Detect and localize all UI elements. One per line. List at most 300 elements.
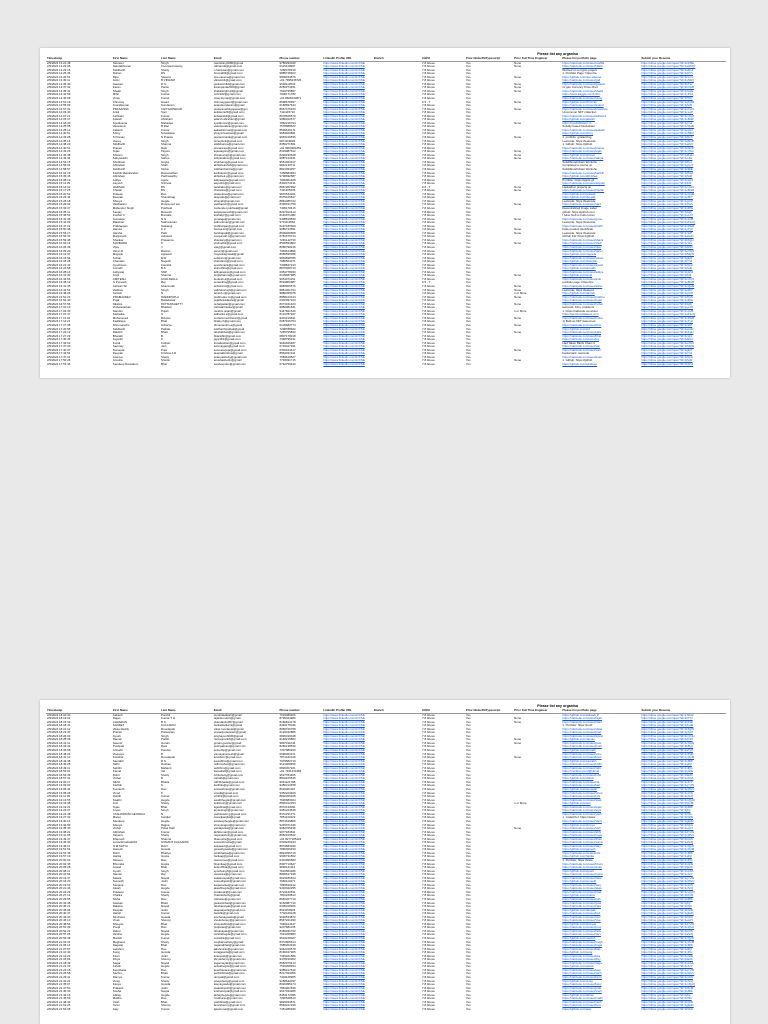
table-cell-link[interactable]: https://drive.google.com/open?id=1hRtE [641, 167, 693, 171]
table-cell-link[interactable]: https://drive.google.com/open?id=1yOnM [641, 848, 695, 852]
table-cell-link[interactable]: https://drive.google.com/open?id=1nBnM [641, 189, 694, 193]
table-cell-link[interactable]: https://www.linkedin.com/in/CSE [323, 313, 365, 317]
table-cell-link[interactable]: https://naticode.com/user/keer [562, 968, 602, 972]
table-cell-link[interactable]: https://drive.google.com/open?id=1iIhG [641, 812, 692, 816]
table-cell-link[interactable]: https://drive.google.com/open?id=1yOnM [641, 756, 695, 760]
table-cell-link[interactable]: https://naticode.com/user/sabya [562, 157, 604, 161]
table-cell-link[interactable]: https://naticode.com/user/saty [562, 844, 601, 848]
table-cell-link[interactable]: https://drive.google.com/open?id=1qKdM [641, 100, 694, 104]
table-cell-link[interactable]: https://drive.google.com/open?id=1eJkL [641, 157, 693, 161]
table-cell-link[interactable]: https://www.linkedin.com/in/CSE [323, 766, 365, 770]
table-cell-link[interactable]: https://www.linkedin.com/in/CSE [323, 199, 365, 203]
table-cell-link[interactable]: https://drive.google.com/open?id=1dX7v [641, 72, 694, 76]
table-cell-link[interactable]: https://www.linkedin.com/in/CSE [323, 167, 365, 171]
table-cell-link[interactable]: https://www.linkedin.com/in/CSE [323, 114, 365, 118]
table-cell-link[interactable]: https://www.linkedin.com/in/CSE [323, 125, 365, 129]
table-cell-link[interactable]: https://naticode.com/user/swat [562, 798, 602, 802]
table-cell-link[interactable]: https://drive.google.com/open?id=1bFgH [641, 238, 694, 242]
table-cell-link[interactable]: https://www.linkedin.com/in/CSE [323, 848, 365, 852]
table-cell-link[interactable]: https://www.linkedin.com/in/CSE [323, 306, 365, 310]
table-cell-link[interactable]: https://www.linkedin.com/in/CSE [323, 823, 365, 827]
table-cell-link[interactable]: https://www.linkedin.com/in/CSE [323, 915, 365, 919]
table-cell-link[interactable]: https://drive.google.com/open?id=1zQwE [641, 125, 695, 129]
table-cell-link[interactable]: https://www.linkedin.com/in/CSE [323, 986, 365, 990]
table-cell-link[interactable]: https://github.com/chaitra [562, 894, 595, 898]
table-cell-link[interactable]: https://drive.google.com/open?id=1d7Rf [641, 738, 693, 742]
table-cell-link[interactable]: https://naticode.com/user/saga [562, 961, 602, 965]
table-cell-link[interactable]: https://www.linkedin.com/in/CSE [323, 788, 365, 792]
table-cell-link[interactable]: https://www.linkedin.com/in/CSE [323, 277, 365, 281]
table-cell-link[interactable]: https://www.linkedin.com/in/CSE [323, 773, 365, 777]
table-cell-link[interactable]: https://drive.google.com/open?id=1rAzY [641, 965, 693, 969]
table-cell-link[interactable]: https://drive.google.com/open?id=1nSrQ [641, 795, 694, 799]
table-cell-link[interactable]: https://www.linkedin.com/in/CSE [323, 851, 365, 855]
table-cell-link[interactable]: https://drive.google.com/open?id=1pWvU [641, 788, 695, 792]
table-cell-link[interactable]: https://www.linkedin.com/in/CSE [323, 217, 365, 221]
table-cell-link[interactable]: https://naticode.com/user/rahu [562, 929, 602, 933]
table-cell-link[interactable]: https://naticode.com/user/shakti [562, 89, 604, 93]
table-cell-link[interactable]: https://naticode.com/user/chetan [562, 189, 605, 193]
table-cell-link[interactable]: https://drive.google.com/open?id=1wNmQ [641, 313, 696, 317]
table-cell-link[interactable]: https://www.linkedin.com/in/CSE [323, 89, 365, 93]
table-cell-link[interactable]: https://github.com/anirudh [562, 749, 596, 753]
table-cell-link[interactable]: https://www.linkedin.com/in/CSE [323, 741, 365, 745]
table-cell-link[interactable]: https://drive.google.com/open?id=1uLzX [641, 214, 694, 218]
table-cell-link[interactable]: https://naticode.com/user/vish [562, 827, 601, 831]
table-cell-link[interactable]: https://drive.google.com/open?id=1kGhJ [641, 270, 694, 274]
table-cell-link[interactable]: https://www.kaggle.com/mihir [562, 93, 600, 97]
table-cell-link[interactable]: https://github.com/ajay [562, 1007, 592, 1011]
table-cell-link[interactable]: https://naticode.com/user/kart [562, 784, 601, 788]
table-cell-link[interactable]: https://www.linkedin.com/in/CSE [323, 196, 365, 200]
table-cell-link[interactable]: https://www.linkedin.com/in/CSE [323, 238, 365, 242]
table-cell-link[interactable]: https://drive.google.com/open?id=1wNmQ [641, 221, 696, 225]
table-cell-link[interactable]: https://drive.google.com/open?id=1cWvU [641, 926, 695, 930]
table-cell-link[interactable]: https://www.linkedin.com/in/CSE [323, 118, 365, 122]
table-cell-link[interactable]: https://www.linkedin.com/in/CSE [323, 897, 365, 901]
table-cell-link[interactable]: https://naticode.com/user/vaid [562, 203, 601, 207]
table-cell-link[interactable]: https://www.linkedin.com/in/CSE [323, 348, 365, 352]
table-cell-link[interactable]: https://drive.google.com/open?id=1kGhJ [641, 363, 694, 367]
table-cell-link[interactable]: https://drive.google.com/open?id=1zIoP [641, 324, 693, 328]
table-cell-link[interactable]: https://drive.google.com/open?id=1jSdF [641, 175, 693, 179]
table-cell-link[interactable]: https://www.linkedin.com/in/CSE [323, 887, 365, 891]
table-cell-link[interactable]: https://naticode.com/user/dhru [562, 324, 602, 328]
table-cell-link[interactable]: https://drive.google.com/open?id=1sCbA [641, 961, 694, 965]
table-cell-link[interactable]: https://www.linkedin.com/in/CSE [323, 954, 365, 958]
table-cell-link[interactable]: https://www.linkedin.com/in/CSE [323, 720, 365, 724]
table-cell-link[interactable]: https://drive.google.com/open?id=1qYxW [641, 968, 695, 972]
table-cell-link[interactable]: https://drive.google.com/open?id=1fCbA [641, 1007, 693, 1011]
table-cell-link[interactable]: https://drive.google.com/open?id=1oQwE [641, 285, 695, 288]
table-cell-link[interactable]: https://naticode.com/user/rohit [562, 773, 602, 777]
table-cell-link[interactable]: https://www.linkedin.com/in/CSE [323, 260, 365, 264]
table-cell-link[interactable]: https://naticode.com/user/varun [562, 249, 603, 253]
table-cell-link[interactable]: https://www.linkedin.com/in/CSE [323, 837, 365, 841]
table-cell-link[interactable]: https://drive.google.com/open?id=1vCvB [641, 309, 694, 313]
table-cell-link[interactable]: https://www.linkedin.com/in/CSE [323, 263, 365, 267]
table-cell-link[interactable]: https://drive.google.com/open?id=1oQwE [641, 192, 695, 196]
table-cell-link[interactable]: https://github.com/amjit [562, 274, 593, 278]
table-cell-link[interactable]: https://naticode.com/user/gautam [562, 82, 606, 86]
table-cell-link[interactable]: https://drive.google.com/open?id=1uXeN [641, 107, 694, 111]
table-cell-link[interactable]: https://drive.google.com/open?id=1bNmK [641, 146, 695, 150]
table-cell-link[interactable]: https://drive.google.com/open?id=1dFgH [641, 153, 694, 157]
table-cell-link[interactable]: https://naticode.com/user/ashw [562, 285, 603, 288]
table-cell-link[interactable]: https://naticode.com/user/anan [562, 355, 602, 359]
table-cell-link[interactable]: https://www.linkedin.com/in/CSE [323, 182, 365, 186]
table-cell-link[interactable]: https://naticode.com/user/kous [562, 756, 602, 760]
table-cell-link[interactable]: https://www.linkedin.com/in/CSE [323, 791, 365, 795]
table-cell-link[interactable]: https://drive.google.com/open?id=1qYxW [641, 784, 695, 788]
table-cell-link[interactable]: https://drive.google.com/open?id=1aSrQ [641, 933, 694, 937]
table-cell-link[interactable]: https://naticode.com/user/nik [562, 780, 600, 784]
table-cell-link[interactable]: https://naticode.com/user/Nikhil [562, 65, 603, 69]
table-cell-link[interactable]: https://naticode.com/user/prak [562, 986, 602, 990]
table-cell-link[interactable]: https://www.linkedin.com/in/CSE [323, 331, 365, 335]
table-cell-link[interactable]: https://www.linkedin.com/in/CSE [323, 61, 365, 65]
table-cell-link[interactable]: https://drive.google.com/open?id=1fCbA [641, 823, 693, 827]
table-cell-link[interactable]: https://syedabhasen.in [562, 121, 592, 125]
table-cell-link[interactable]: https://drive.google.com/open?id=1XsHk [641, 724, 694, 728]
table-cell-link[interactable]: https://www.linkedin.com/in/CSE [323, 157, 365, 161]
table-cell-link[interactable]: https://www.linkedin.com/in/CSE [323, 256, 365, 260]
table-cell-link[interactable]: https://www.linkedin.com/in/CSE [323, 972, 365, 976]
table-cell-link[interactable]: https://www.linkedin.com/in/CSE [323, 717, 365, 721]
table-cell-link[interactable]: https://drive.google.com/open?id=1kMlK [641, 805, 693, 809]
table-cell-link[interactable]: https://drive.google.com/open?id=1nMbV [641, 132, 694, 136]
table-cell-link[interactable]: https://github.com/suraj [562, 951, 593, 955]
table-cell-link[interactable]: https://naticode.com/user/vinay [562, 97, 603, 101]
table-cell-link[interactable]: https://drive.google.com/open?id=1dZxC [641, 245, 694, 249]
table-cell-link[interactable]: https://drive.google.com/open?id=1vCvB [641, 217, 694, 221]
table-cell-link[interactable]: https://www.linkedin.com/in/CSE [323, 295, 365, 299]
table-cell-link[interactable]: https://naticode.com/user/anand [562, 104, 604, 108]
table-cell-link[interactable]: https://drive.google.com/open?id=1sDfG [641, 206, 694, 210]
table-cell-link[interactable]: https://www.linkedin.com/in/CSE [323, 249, 365, 253]
table-cell-link[interactable]: https://naticode.com/user/ashwani [562, 114, 607, 118]
table-cell-link[interactable]: https://drive.google.com/open?id=1TD02 [641, 713, 694, 717]
table-cell-link[interactable]: https://www.linkedin.com/in/CSE [323, 951, 365, 955]
table-cell-link[interactable]: https://drive.google.com/open?id=1zQpO [641, 937, 694, 940]
table-cell-link[interactable]: https://www.linkedin.com/in/CSE [323, 901, 365, 905]
table-cell-link[interactable]: https://drive.google.com/open?id=1cWvU [641, 834, 695, 838]
table-cell-link[interactable]: https://www.linkedin.com/in/CSE [323, 961, 365, 965]
table-cell-link[interactable]: https://www.linkedin.com/in/CSE [323, 731, 365, 735]
table-cell-link[interactable]: https://github.com/naman [562, 738, 595, 742]
table-cell-link[interactable]: https://www.linkedin.com/in/CSE [323, 203, 365, 207]
table-cell-link[interactable]: https://www.linkedin.com/in/CSE [323, 206, 365, 210]
table-cell-link[interactable]: https://naticode.com/user/yash [562, 812, 602, 816]
table-cell-link[interactable]: https://drive.google.com/open?id=1vIhG [641, 951, 693, 955]
table-cell-link[interactable]: https://www.linkedin.com/in/CSE [323, 334, 365, 338]
table-cell-link[interactable]: https://naticode.com/user/sinc [562, 915, 601, 919]
table-cell-link[interactable]: https://naticode.com/user/nish [562, 897, 601, 901]
table-cell-link[interactable]: https://www.linkedin.com/in/CSE [323, 869, 365, 873]
table-cell-link[interactable]: https://www.linkedin.com/in/CSE [323, 86, 365, 90]
table-cell-link[interactable]: https://drive.google.com/open?id=1gErT [641, 256, 693, 260]
table-cell-link[interactable]: https://www.linkedin.com/in/CSE [323, 983, 365, 987]
table-cell-link[interactable]: https://www.linkedin.com/in/CSE [323, 221, 365, 225]
table-cell-link[interactable]: https://drive.google.com/open?id=1yTyU [641, 228, 694, 232]
table-cell-link[interactable]: https://www.linkedin.com/in/CSE [323, 274, 365, 278]
table-cell-link[interactable]: https://www.linkedin.com/in/CSE [323, 192, 365, 196]
table-cell-link[interactable]: https://www.linkedin.com/in/CSE [323, 352, 365, 356]
table-cell-link[interactable]: https://drive.google.com/open?id=1dYxW [641, 830, 695, 834]
table-cell-link[interactable]: https://drive.google.com/open?id=1aAsD [641, 327, 694, 331]
table-cell-link[interactable]: https://www.linkedin.com/in/CSE [323, 228, 365, 232]
table-cell-link[interactable]: https://naticode.com/user/suma [562, 841, 603, 845]
table-cell-link[interactable]: https://drive.google.com/open?id=1aTyP [641, 749, 694, 753]
table-cell-link[interactable]: https://www.linkedin.com/in/CSE [323, 819, 365, 823]
table-cell-link[interactable]: https://naticode.com/user/vive [562, 919, 601, 923]
table-cell-link[interactable]: https://www.linkedin.com/in/CSE [323, 827, 365, 831]
table-cell-link[interactable]: https://drive.google.com/open?id=1mQpO [641, 890, 695, 894]
table-cell-link[interactable]: https://www.linkedin.com/in/CSE [323, 926, 365, 930]
table-cell-link[interactable]: https://www.linkedin.com/in/CSE [323, 894, 365, 898]
table-cell-link[interactable]: https://drive.google.com/open?id=1CDBe [641, 61, 695, 65]
table-cell-link[interactable]: https://www.linkedin.com/in/CSE [323, 805, 365, 809]
table-cell-link[interactable]: https://www.linkedin.com/in/CSE [323, 933, 365, 937]
table-cell-link[interactable]: https://www.linkedin.com/in/CSE [323, 858, 365, 862]
table-cell-link[interactable]: https://drive.google.com/open?id=1hYuI [641, 260, 693, 264]
table-cell-link[interactable]: https://github.com/abhishek [562, 175, 598, 179]
table-cell-link[interactable]: https://drive.google.com/open?id=1oUtS [641, 883, 693, 887]
table-cell-link[interactable]: https://drive.google.com/open?id=1mXcV [641, 277, 695, 281]
table-cell-link[interactable]: https://drive.google.com/open?id=1sCbA [641, 869, 694, 873]
table-cell-link[interactable]: https://naticode.com/user/raks [562, 331, 601, 335]
table-cell-link[interactable]: https://drive.google.com/open?id=1sDfG [641, 299, 694, 303]
table-cell-link[interactable]: https://naticode.com/user/naga [562, 944, 602, 948]
table-cell-link[interactable]: https://www.linkedin.com/in/CSE [323, 713, 365, 717]
table-cell-link[interactable]: https://drive.google.com/open?id=1fWtY [641, 97, 693, 101]
table-cell-link[interactable]: https://naticode.com/user/bhum [562, 862, 603, 866]
table-cell-link[interactable]: https://drive.google.com/open?id=1qYxW [641, 876, 695, 880]
table-cell-link[interactable]: https://drive.google.com/open?id=1mQpO [641, 983, 695, 987]
table-cell-link[interactable]: https://drive.google.com/open?id=1hTzz [641, 717, 693, 721]
table-cell-link[interactable]: https://www.linkedin.com/in/CSE [323, 82, 365, 86]
table-cell-link[interactable]: https://www.linkedin.com/in/CSE [323, 245, 365, 249]
table-cell-link[interactable]: https://drive.google.com/open?id=1cVbG [641, 150, 694, 154]
table-cell-link[interactable]: https://drive.google.com/open?id=1bBgL [641, 745, 694, 749]
table-cell-link[interactable]: https://naticode.com/user/abhi [562, 830, 601, 834]
table-cell-link[interactable]: https://www.linkedin.com/in/CSE [323, 97, 365, 101]
table-cell-link[interactable]: https://www.linkedin.com/in/CSE [323, 72, 365, 76]
table-cell-link[interactable]: https://drive.google.com/open?id=1eAzY [641, 919, 694, 923]
table-cell-link[interactable]: https://naticode.com/user/chan [562, 720, 602, 724]
table-cell-link[interactable]: https://www.linkedin.com/in/CSE [323, 104, 365, 108]
table-cell-link[interactable]: https://drive.google.com/open?id=1hGfE [641, 1000, 694, 1004]
table-cell-link[interactable]: https://github.com/deepak [562, 196, 596, 200]
table-cell-link[interactable]: https://drive.google.com/open?id=1aSrQ [641, 841, 694, 845]
table-cell-link[interactable]: https://www.linkedin.com/in/CSE [323, 947, 365, 951]
table-cell-link[interactable]: https://drive.google.com/open?id=1rPaS [641, 203, 693, 207]
table-cell-link[interactable]: https://drive.google.com/open?id=1nSrQ [641, 887, 694, 891]
table-cell-link[interactable]: https://www.linkedin.com/in/CSE [323, 940, 365, 944]
table-cell-link[interactable]: https://naticode.com/user/prasanna [562, 107, 608, 111]
table-cell-link[interactable]: https://www.linkedin.com/in/CSE [323, 1000, 365, 1004]
table-cell-link[interactable]: https://drive.google.com/open?id=1gEdC [641, 1004, 694, 1008]
table-cell-link[interactable]: https://github.com/ripe.saxena [562, 75, 601, 79]
table-cell-link[interactable]: https://naticode.com/user/raks [562, 905, 601, 909]
table-cell-link[interactable]: https://github.com/deepak [562, 908, 596, 912]
table-cell-link[interactable]: https://www.linkedin.com/in/CSE [323, 734, 365, 738]
table-cell-link[interactable]: https://drive.google.com/open?id=1wKjI [641, 947, 692, 951]
table-cell-link[interactable]: https://drive.google.com/open?id=1jSdF [641, 359, 693, 363]
table-cell-link[interactable]: https://drive.google.com/open?id=1vIhG [641, 858, 693, 862]
table-cell-link[interactable]: https://drive.google.com/open?id=1aZxC [641, 143, 694, 147]
table-cell-link[interactable]: https://naticode.com/user/aayush [562, 182, 605, 186]
table-cell-link[interactable]: https://drive.google.com/open?id=1mVnH [641, 734, 695, 738]
table-cell-link[interactable]: https://drive.google.com/open?id=1jKjI [641, 993, 691, 997]
table-cell-link[interactable]: https://drive.google.com/open?id=1bUtS [641, 929, 693, 933]
table-cell-link[interactable]: https://drive.google.com/open?id=1iOpA [641, 263, 693, 267]
table-cell-link[interactable]: https://www.linkedin.com/in/CSE [323, 727, 365, 731]
table-cell-link[interactable]: https://www.linkedin.com/in/CSE [323, 770, 365, 774]
table-cell-link[interactable]: https://drive.google.com/open?id=1jSrB [641, 104, 692, 108]
table-cell-link[interactable]: https://drive.google.com/open?id=1qUiO [641, 292, 694, 296]
table-cell-link[interactable]: https://www.linkedin.com/in/CSE [323, 338, 365, 342]
table-cell-link[interactable]: https://drive.google.com/open?id=1tRcX [641, 136, 693, 140]
table-cell-link[interactable]: https://github.com/anil [562, 802, 591, 806]
table-cell-link[interactable]: https://naticode.com/user/moha [562, 316, 603, 320]
table-cell-link[interactable]: https://naticode.com/user/vijay [562, 245, 602, 249]
table-cell-link[interactable]: https://github.com/ashok [562, 965, 594, 969]
table-cell-link[interactable]: https://www.linkedin.com/in/CSE [323, 355, 365, 359]
table-cell-link[interactable]: https://www.linkedin.com/in/CSE [323, 1004, 365, 1008]
table-cell-link[interactable]: https://naticode.com/user/push [562, 745, 602, 749]
table-cell-link[interactable]: https://github.com/ganesh [562, 848, 596, 852]
table-cell-link[interactable]: https://github.com/chandan [562, 260, 598, 264]
table-cell-link[interactable]: https://drive.google.com/open?id=1hGfE [641, 908, 694, 912]
table-cell-link[interactable]: https://naticode.com/user/anan [562, 866, 602, 870]
table-cell-link[interactable]: https://www.linkedin.com/in/CSE [323, 65, 365, 69]
table-cell-link[interactable]: https://www.linkedin.com/in/CSE [323, 79, 365, 83]
table-cell-link[interactable]: https://drive.google.com/open?id=1lOnM [641, 802, 694, 806]
table-cell-link[interactable]: https://github.com/mayank [562, 253, 597, 257]
table-cell-link[interactable]: https://www.linkedin.com/in/CSE [323, 285, 365, 288]
table-cell-link[interactable]: https://drive.google.com/open?id=1lOnM [641, 986, 694, 990]
table-cell-link[interactable]: https://drive.google.com/open?id=1yTyU [641, 320, 694, 324]
table-cell-link[interactable]: https://github.com/adarsh [562, 118, 595, 122]
table-cell-link[interactable]: https://naticode.com/user/pujal [562, 299, 602, 303]
table-cell-link[interactable]: https://drive.google.com/open?id=1iIhG [641, 905, 692, 909]
table-cell-link[interactable]: https://www.linkedin.com/in/CSE [323, 160, 365, 164]
table-cell-link[interactable]: https://drive.google.com/open?id=1tEdC [641, 866, 693, 870]
table-cell-link[interactable]: https://www.linkedin.com/in/CSE [323, 798, 365, 802]
table-cell-link[interactable]: https://naticode.com/user/dhan [562, 837, 602, 841]
table-cell-link[interactable]: https://naticode.com/user/shank [562, 238, 604, 242]
table-cell-link[interactable]: https://www.linkedin.com/in/CSE [323, 958, 365, 962]
table-cell-link[interactable]: https://naticode.com/user/vikas [562, 727, 603, 731]
table-cell-link[interactable]: https://drive.google.com/open?id=1lOnM [641, 894, 694, 898]
table-cell-link[interactable]: https://github.com/sid [562, 327, 590, 331]
table-cell-link[interactable]: https://www.linkedin.com/in/CSE [323, 302, 365, 306]
table-cell-link[interactable]: https://naticode.com/user/sanj [562, 883, 601, 887]
table-cell-link[interactable]: https://www.linkedin.com/in/CSE [323, 883, 365, 887]
table-cell-link[interactable]: https://drive.google.com/open?id=1h5gW [641, 727, 694, 731]
table-cell-link[interactable]: https://www.linkedin.com/in/CSE [323, 979, 365, 983]
table-cell-link[interactable]: https://www.linkedin.com/in/CSE [323, 363, 365, 367]
table-cell-link[interactable]: https://www.linkedin.com/in/CSE [323, 185, 365, 189]
table-cell-link[interactable]: https://www.linkedin.com/in/CSE [323, 830, 365, 834]
table-cell-link[interactable]: https://www.linkedin.com/in/CSE [323, 745, 365, 749]
table-cell-link[interactable]: https://drive.google.com/open?id=1eVbN [641, 341, 694, 345]
table-cell-link[interactable]: https://naticode.com/user/hari [562, 912, 601, 916]
table-cell-link[interactable]: https://www.linkedin.com/in/CSE [323, 214, 365, 218]
table-cell-link[interactable]: https://www.linkedin.com/in/CSE [323, 990, 365, 994]
table-cell-link[interactable]: https://drive.google.com/open?id=1yOnM [641, 940, 695, 944]
table-cell-link[interactable]: https://drive.google.com/open?id=1fMqW [641, 345, 694, 349]
table-cell-link[interactable]: https://drive.google.com/open?id=1aH5Qz [641, 65, 696, 69]
table-cell-link[interactable]: https://drive.google.com/open?id=1gUyT [641, 164, 694, 168]
table-cell-link[interactable]: https://drive.google.com/open?id=1uGfE [641, 862, 694, 866]
table-cell-link[interactable]: https://drive.google.com/open?id=1kGhJ [641, 178, 694, 182]
table-cell-link[interactable]: https://drive.google.com/open?id=1jKjI [641, 809, 691, 813]
table-cell-link[interactable]: https://www.linkedin.com/in/CSE [323, 968, 365, 972]
table-cell-link[interactable]: https://www.linkedin.com/in/CSE [323, 107, 365, 111]
table-cell-link[interactable]: https://www.linkedin.com/in/CSE [323, 327, 365, 331]
table-cell-link[interactable]: https://naticode.com/user/sohan [562, 256, 604, 260]
table-cell-link[interactable]: https://www.linkedin.com/in/CSE [323, 231, 365, 235]
table-cell-link[interactable]: https://naticode.com/user/vism [562, 752, 602, 756]
table-cell-link[interactable]: https://drive.google.com/open?id=1gEdC [641, 819, 694, 823]
table-cell-link[interactable]: https://naticode.com/user/nehal [562, 302, 603, 306]
table-cell-link[interactable]: https://www.linkedin.com/in/CSE [323, 944, 365, 948]
table-cell-link[interactable]: https://www.linkedin.com/in/CSE [323, 143, 365, 147]
table-cell-link[interactable]: https://naticode.com/user/sneh [562, 990, 602, 994]
table-cell-link[interactable]: https://naticode.com/user/vinod [562, 791, 603, 795]
table-cell-link[interactable]: https://drive.google.com/open?id=1hYuI [641, 352, 693, 356]
table-cell-link[interactable]: https://drive.google.com/open?id=1tHjK [641, 302, 692, 306]
table-cell-link[interactable]: https://drive.google.com/open?id=1aAsD [641, 235, 694, 239]
table-cell-link[interactable]: https://github.com/vinay [562, 979, 593, 983]
table-cell-link[interactable]: https://www.linkedin.com/in/CSE [323, 242, 365, 246]
table-cell-link[interactable]: https://drive.google.com/open?id=1xWeR [641, 224, 695, 228]
table-cell-link[interactable]: https://www.linkedin.com/in/CSE [323, 341, 365, 345]
table-cell-link[interactable]: https://www.linkedin.com/in/CSE [323, 320, 365, 324]
table-cell-link[interactable]: https://drive.google.com/open?id=1tEdC [641, 958, 693, 962]
table-cell-link[interactable]: https://drive.google.com/open?id=1dYxW [641, 922, 695, 926]
table-cell-link[interactable]: https://www.linkedin.com/in/CSE [323, 749, 365, 753]
table-cell-link[interactable]: https://www.linkedin.com/in/CSE [323, 812, 365, 816]
table-cell-link[interactable]: https://www.linkedin.com/in/CSE [323, 288, 365, 292]
table-cell-link[interactable]: https://naticode.com/user/san [562, 345, 601, 349]
table-cell-link[interactable]: https://naticode.com/user/ramy [562, 976, 602, 980]
table-cell-link[interactable]: https://www.linkedin.com/in/CSE [323, 919, 365, 923]
table-cell-link[interactable]: https://www.linkedin.com/in/CSE [323, 912, 365, 916]
table-cell-link[interactable]: https://naticode.com/user/sand [562, 819, 602, 823]
table-cell-link[interactable]: https://drive.google.com/open?id=1gEdC [641, 912, 694, 916]
table-cell-link[interactable]: https://naticode.com/user/satw [562, 876, 602, 880]
table-cell-link[interactable]: https://drive.google.com/open?id=1bUtS [641, 837, 693, 841]
table-cell-link[interactable]: https://www.linkedin.com/in/CSE [323, 175, 365, 179]
table-cell-link[interactable]: https://www.linkedin.com/in/CSE [323, 929, 365, 933]
table-cell-link[interactable]: https://drive.google.com/open?id=1iOpA [641, 355, 693, 359]
table-cell-link[interactable]: https://drive.google.com/open?id=1lKlZ [641, 182, 692, 186]
table-cell-link[interactable]: https://drive.google.com/open?id=1kMlK [641, 990, 693, 994]
table-cell-link[interactable]: https://drive.google.com/open?id=1xWeR [641, 316, 695, 320]
table-cell-link[interactable]: https://www.linkedin.com/in/CSE [323, 937, 365, 940]
table-cell-link[interactable]: https://www.linkedin.com/in/CSE [323, 965, 365, 969]
table-cell-link[interactable]: https://github.com/sumanth [562, 788, 598, 792]
table-cell-link[interactable]: https://www.linkedin.com/in/CSE [323, 763, 365, 767]
table-cell-link[interactable]: https://github.com/prateek [562, 192, 596, 196]
table-cell-link[interactable]: https://www.linkedin.com/in/CSE [323, 997, 365, 1001]
table-cell-link[interactable]: https://www.linkedin.com/in/CSE [323, 139, 365, 143]
table-cell-link[interactable]: https://www.linkedin.com/in/CSE [323, 121, 365, 125]
table-cell-link[interactable]: https://github.com/harika [562, 855, 594, 859]
